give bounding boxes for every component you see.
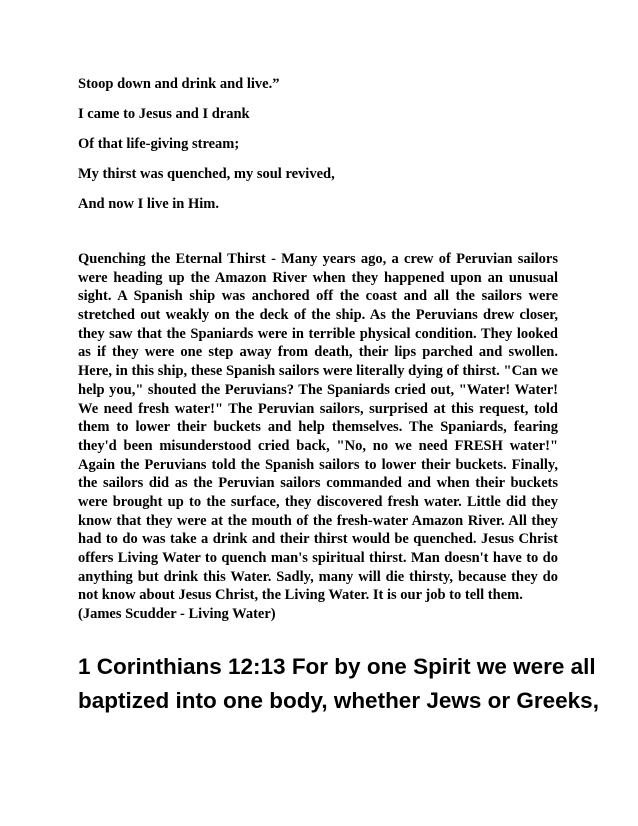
paragraph-line: were heading up the Amazon River when they happened upon an unusual	[78, 269, 558, 286]
paragraph-line: help you," shouted the Peruvians? The Spaniards cried out, "Water! Water!	[78, 381, 558, 398]
paragraph-line: not know about Jesus Christ, the Living Water. It is our job to tell them.	[78, 587, 523, 604]
poem-line: My thirst was quenched, my soul revived,	[78, 166, 335, 182]
paragraph-line: Again the Peruvians told the Spanish sailors to lower their buckets. Finally,	[78, 456, 558, 473]
scripture-heading	[78, 650, 599, 718]
paragraph-line: stretched out weakly on the deck of the ship. As the Peruvians drew closer,	[78, 307, 558, 324]
paragraph-line: the sailors did as the Peruvian sailors commanded and when their buckets	[78, 475, 558, 492]
paragraph-line: them to lower their buckets and help themselves. The Spaniards, fearing	[78, 419, 558, 436]
poem-line: Stoop down and drink and live.”	[78, 76, 280, 92]
paragraph-line: anything but drink this Water. Sadly, many will die thirsty, because they do	[78, 568, 558, 585]
paragraph-line: know that they were at the mouth of the fresh-water Amazon River. All they	[78, 512, 558, 529]
scripture-line: 1 Corinthians 12:13 For by one Spirit we were all	[78, 654, 596, 679]
poem-line: Of that life-giving stream;	[78, 136, 240, 152]
paragraph-line: Quenching the Eternal Thirst - Many years ago, a crew of Peruvian sailors	[78, 251, 558, 267]
illustration-paragraph	[78, 250, 558, 624]
paragraph-line: offers Living Water to quench man's spiritual thirst. Man doesn't have to do	[78, 550, 558, 566]
paragraph-line: We need fresh water!" The Peruvian sailors, surprised at this request, told	[78, 400, 558, 417]
poem-stanza	[78, 70, 578, 220]
paragraph-line: as if they were one step away from death, their lips parched and swollen.	[78, 344, 558, 361]
citation-line: (James Scudder - Living Water)	[78, 606, 276, 623]
paragraph-line: they'd been misunderstood cried back, "No, no we need FRESH water!"	[78, 437, 558, 454]
paragraph-line: they saw that the Spaniards were in terrible physical condition. They looked	[78, 325, 558, 342]
scripture-line: baptized into one body, whether Jews or Greeks,	[78, 688, 599, 713]
paragraph-line: had to do was take a drink and their thirst would be quenched. Jesus Christ	[78, 531, 558, 548]
poem-line: I came to Jesus and I drank	[78, 106, 250, 122]
paragraph-line: sight. A Spanish ship was anchored off the coast and all the sailors were	[78, 288, 558, 305]
poem-line: And now I live in Him.	[78, 196, 219, 212]
paragraph-line: Here, in this ship, these Spanish sailors were literally dying of thirst. "Can we	[78, 363, 558, 380]
paragraph-line: were brought up to the surface, they discovered fresh water. Little did they	[78, 493, 558, 510]
